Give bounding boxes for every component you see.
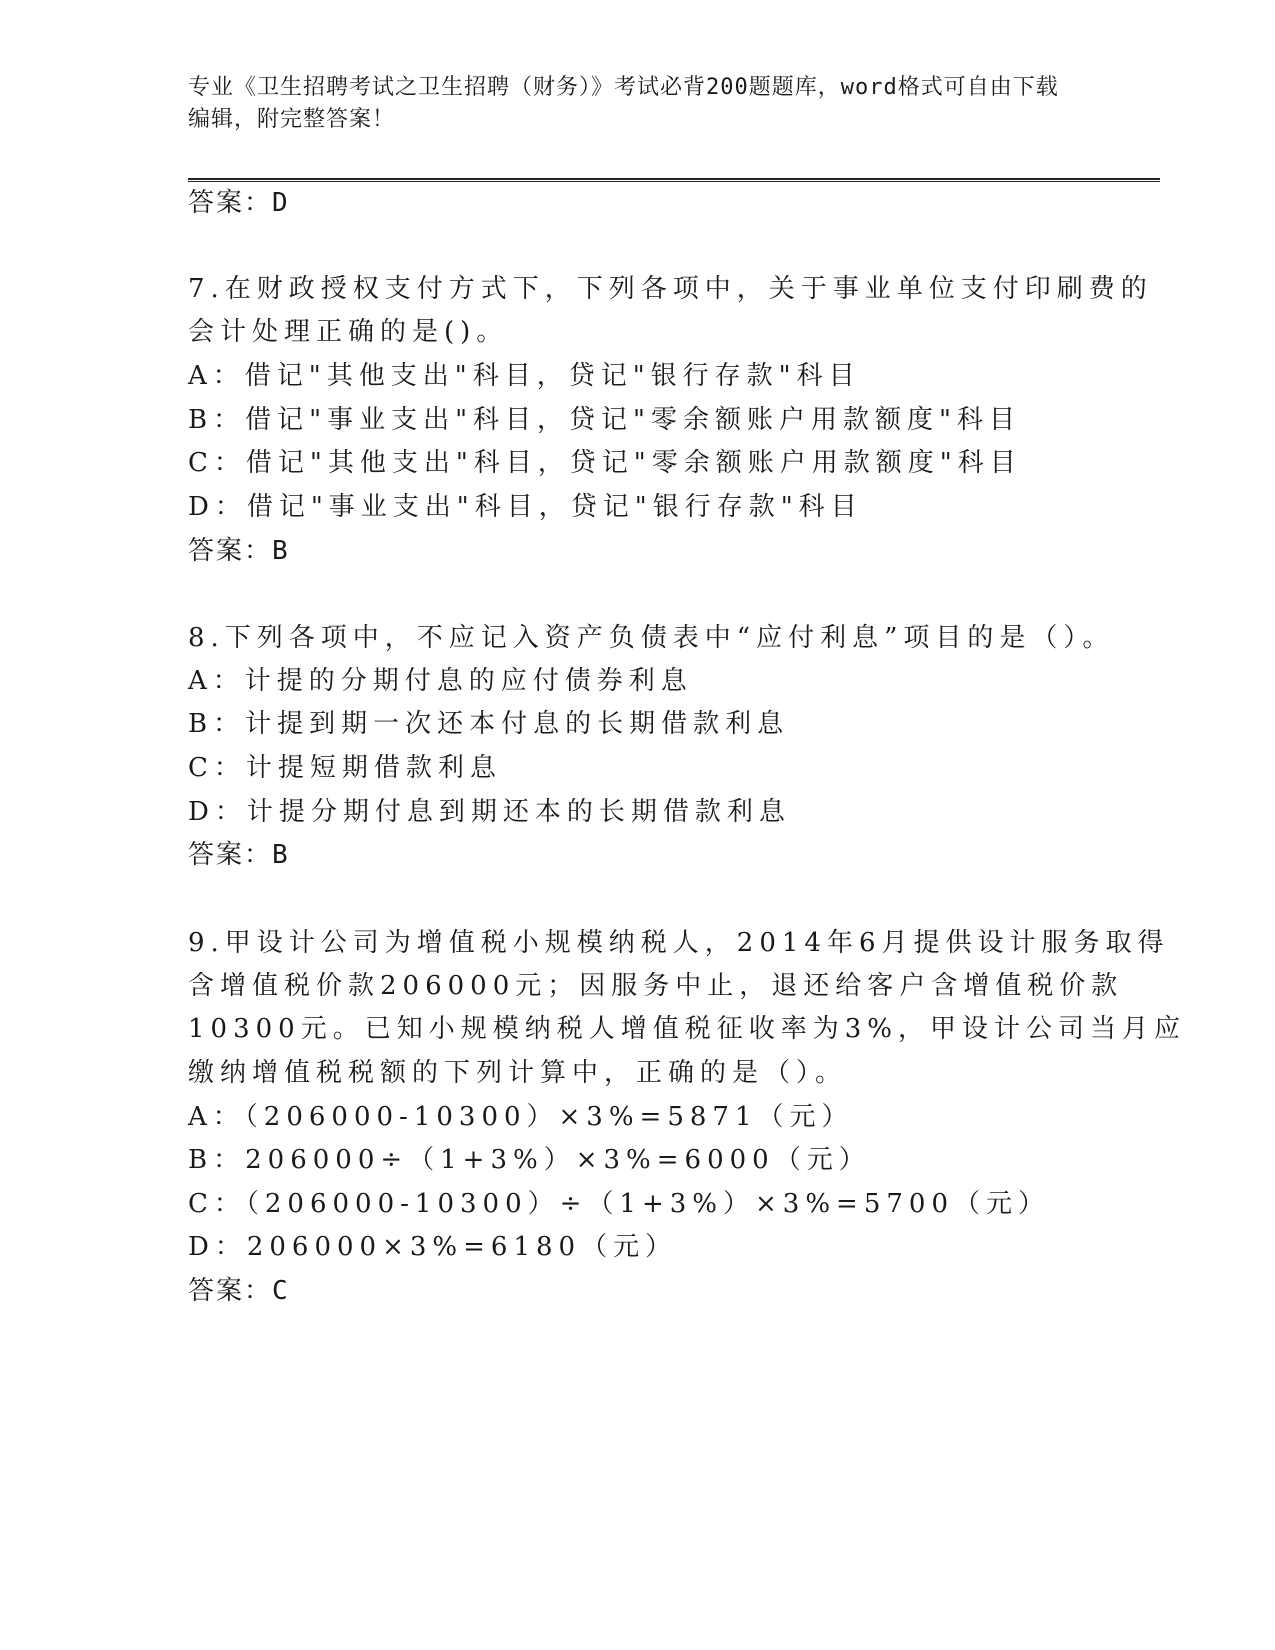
question-8-answer: 答案：B [188, 840, 290, 870]
question-9-line-2: 含增值税价款206000元；因服务中止，退还给客户含增值税价款 [188, 971, 1124, 1001]
question-9-line-4: 缴纳增值税税额的下列计算中，正确的是（）。 [188, 1058, 848, 1088]
question-9-answer: 答案：C [188, 1276, 290, 1306]
question-7-option-b: B：借记"事业支出"科目，贷记"零余额账户用款额度"科目 [188, 405, 1021, 435]
document-header: 专业《卫生招聘考试之卫生招聘（财务）》考试必背200题题库，word格式可自由下载编辑，附完整答案！ [188, 75, 1059, 132]
question-8-option-b: B：计提到期一次还本付息的长期借款利息 [188, 709, 790, 739]
question-7-option-a: A：借记"其他支出"科目，贷记"银行存款"科目 [188, 361, 861, 391]
header-divider [188, 178, 1160, 182]
question-7-option-c: C：借记"其他支出"科目，贷记"零余额账户用款额度"科目 [188, 448, 1022, 478]
question-8-option-c: C：计提短期借款利息 [188, 753, 502, 783]
answer-label: 答案：D [188, 188, 290, 218]
question-9-option-a: A：（206000-10300）×3%=5871（元） [188, 1102, 854, 1132]
question-9-option-c: C：（206000-10300）÷（1+3%）×3%=5700（元） [188, 1189, 1050, 1219]
question-9-line-1: 9.甲设计公司为增值税小规模纳税人，2014年6月提供设计服务取得 [188, 928, 1170, 958]
question-9-option-b: B：206000÷（1+3%）×3%=6000（元） [188, 1145, 871, 1175]
question-7-answer: 答案：B [188, 536, 290, 566]
question-7-line-2: 会计处理正确的是()。 [188, 317, 509, 347]
question-8-option-a: A：计提的分期付息的应付债券利息 [188, 666, 693, 696]
question-9-option-d: D：206000×3%=6180（元） [188, 1232, 678, 1262]
question-9-line-3: 10300元。已知小规模纳税人增值税征收率为3%，甲设计公司当月应 [188, 1014, 1186, 1044]
question-7-line-1: 7.在财政授权支付方式下，下列各项中，关于事业单位支付印刷费的 [188, 274, 1153, 304]
question-8-option-d: D：计提分期付息到期还本的长期借款利息 [188, 797, 791, 827]
question-7-option-d: D：借记"事业支出"科目，贷记"银行存款"科目 [188, 492, 863, 522]
question-8-line-1: 8.下列各项中，不应记入资产负债表中“应付利息”项目的是（）。 [188, 623, 1115, 653]
